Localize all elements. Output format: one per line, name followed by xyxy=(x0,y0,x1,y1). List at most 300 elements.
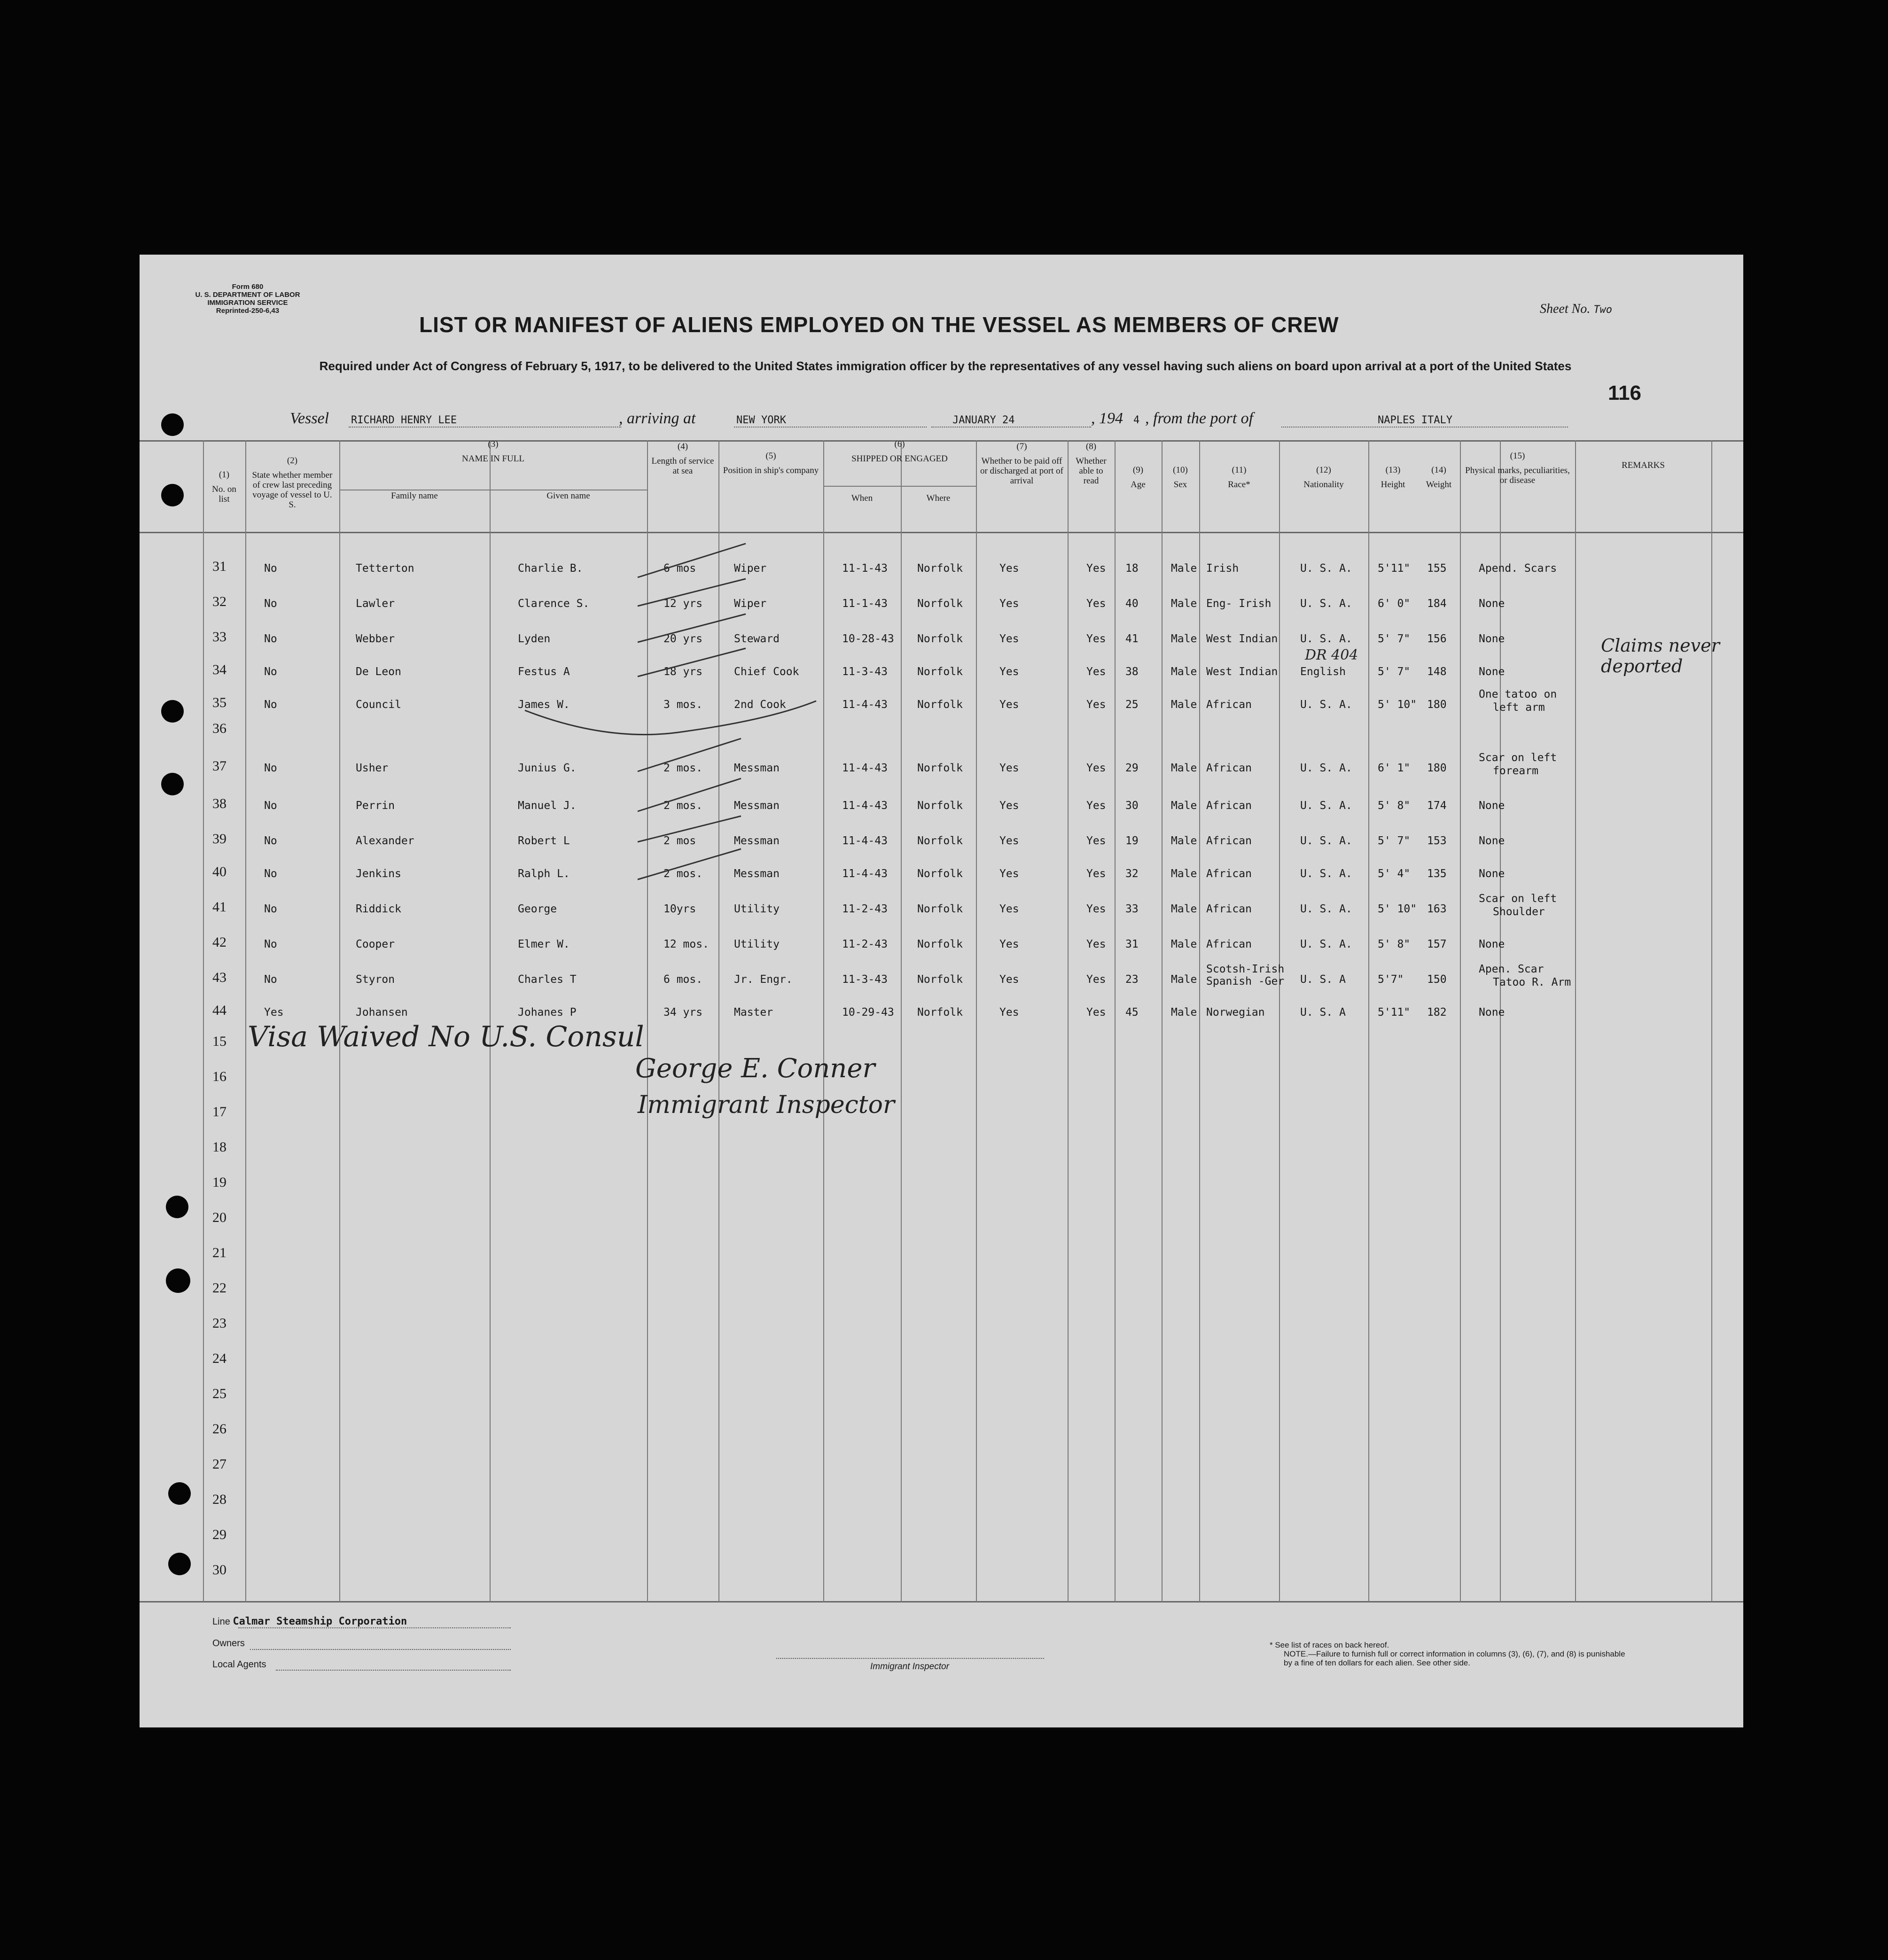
cell-nat: U. S. A. xyxy=(1300,562,1352,575)
cell-age: 33 xyxy=(1125,903,1139,915)
cell-read: Yes xyxy=(1086,762,1106,774)
cell-read: Yes xyxy=(1086,598,1106,610)
cell-paid: Yes xyxy=(999,598,1019,610)
empty-row-number: 19 xyxy=(212,1174,226,1190)
punch-hole xyxy=(161,773,184,795)
cell-prev: Yes xyxy=(264,1006,284,1019)
cell-where: Norfolk xyxy=(917,762,963,774)
cell-height: 5' 7" xyxy=(1378,835,1411,847)
cell-service: 18 yrs xyxy=(663,666,703,678)
empty-row-number: 15 xyxy=(212,1034,226,1049)
row-number: 39 xyxy=(212,831,226,847)
cell-race: West Indian xyxy=(1206,633,1278,645)
cell-family: Jenkins xyxy=(356,868,401,880)
cell-height: 6' 0" xyxy=(1378,598,1411,610)
cell-paid: Yes xyxy=(999,562,1019,575)
cell-marks: None xyxy=(1479,835,1505,847)
cell-age: 40 xyxy=(1125,598,1139,610)
cell-nat: U. S. A. xyxy=(1300,699,1352,711)
cell-weight: 135 xyxy=(1427,868,1447,880)
cell-age: 31 xyxy=(1125,938,1139,950)
punch-hole xyxy=(168,1553,191,1575)
cell-sex: Male xyxy=(1171,835,1197,847)
cell-given: Lyden xyxy=(518,633,551,645)
owners-underline xyxy=(250,1649,511,1650)
vessel-label: Vessel xyxy=(290,410,329,427)
cell-read: Yes xyxy=(1086,973,1106,986)
cell-position: Utility xyxy=(734,938,780,950)
column-label: Where xyxy=(926,493,951,503)
cell-age: 23 xyxy=(1125,973,1139,986)
cell-service: 6 mos. xyxy=(663,973,703,986)
column-label: Race* xyxy=(1228,480,1250,490)
cell-service: 20 yrs xyxy=(663,633,703,645)
column-label: Length of service at sea xyxy=(651,456,714,476)
cell-given: Ralph L. xyxy=(518,868,570,880)
cell-when: 11-3-43 xyxy=(842,973,888,986)
page-title: LIST OR MANIFEST OF ALIENS EMPLOYED ON THE VESSEL AS MEMBERS OF CREW xyxy=(419,312,1339,337)
cell-marks-continued: Shoulder xyxy=(1493,906,1545,918)
cell-age: 25 xyxy=(1125,699,1139,711)
cell-when: 11-4-43 xyxy=(842,868,888,880)
cell-age: 38 xyxy=(1125,666,1139,678)
cell-race: African xyxy=(1206,835,1252,847)
cell-prev: No xyxy=(264,938,277,950)
cell-weight: 184 xyxy=(1427,598,1447,610)
column-number: (3) xyxy=(488,439,499,449)
cell-race: Eng- Irish xyxy=(1206,598,1272,610)
punch-hole xyxy=(161,700,184,723)
cell-prev: No xyxy=(264,699,277,711)
cell-height: 5' 10" xyxy=(1378,903,1417,915)
cell-given: Elmer W. xyxy=(518,938,570,950)
cell-weight: 180 xyxy=(1427,762,1447,774)
cell-service: 10yrs xyxy=(663,903,696,915)
cell-family: Perrin xyxy=(356,800,395,812)
cell-nat: U. S. A. xyxy=(1300,835,1352,847)
empty-row-number: 23 xyxy=(212,1315,226,1331)
cell-weight: 148 xyxy=(1427,666,1447,678)
cell-read: Yes xyxy=(1086,562,1106,575)
cell-family: Tetterton xyxy=(356,562,414,575)
empty-row-number: 22 xyxy=(212,1280,226,1296)
cell-when: 11-4-43 xyxy=(842,762,888,774)
column-label: No. on list xyxy=(212,484,236,504)
cell-sex: Male xyxy=(1171,1006,1197,1019)
strike-34 xyxy=(638,648,746,677)
page-number: 116 xyxy=(1608,381,1641,404)
cell-read: Yes xyxy=(1086,666,1106,678)
cell-age: 45 xyxy=(1125,1006,1139,1019)
cell-race: Irish xyxy=(1206,562,1239,575)
column-label: REMARKS xyxy=(1622,460,1665,470)
sheet-label: Sheet No. xyxy=(1540,302,1591,316)
cell-position: Chief Cook xyxy=(734,666,799,678)
cell-prev: No xyxy=(264,633,277,645)
cell-service: 3 mos. xyxy=(663,699,703,711)
empty-row-number: 27 xyxy=(212,1456,226,1472)
cell-height: 5'11" xyxy=(1378,562,1411,575)
agents-underline xyxy=(276,1670,511,1671)
cell-where: Norfolk xyxy=(917,835,963,847)
column-number: (15) xyxy=(1510,451,1525,461)
cell-paid: Yes xyxy=(999,699,1019,711)
column-number: (13) xyxy=(1385,465,1401,475)
cell-service: 2 mos xyxy=(663,835,696,847)
column-label: Whether to be paid off or discharged at port of arrival xyxy=(980,456,1063,486)
line-label: Line xyxy=(212,1617,230,1627)
cell-marks: Scar on left xyxy=(1479,893,1557,905)
strike-35 xyxy=(525,701,816,735)
cell-family: Styron xyxy=(356,973,395,986)
cell-marks: Apend. Scars xyxy=(1479,562,1557,575)
cell-given: Clarence S. xyxy=(518,598,590,610)
cell-nat: U. S. A. xyxy=(1300,633,1352,645)
cell-age: 18 xyxy=(1125,562,1139,575)
strike-40 xyxy=(638,849,741,879)
cell-age: 41 xyxy=(1125,633,1139,645)
cell-position: Master xyxy=(734,1006,773,1019)
cell-read: Yes xyxy=(1086,835,1106,847)
cell-where: Norfolk xyxy=(917,562,963,575)
cell-weight: 153 xyxy=(1427,835,1447,847)
row-number: 31 xyxy=(212,559,226,574)
sheet-value: Two xyxy=(1593,304,1613,316)
cell-where: Norfolk xyxy=(917,1006,963,1019)
row-number: 36 xyxy=(212,721,226,736)
cell-service: 12 mos. xyxy=(663,938,709,950)
empty-row-number: 17 xyxy=(212,1104,226,1120)
cell-nat: U. S. A xyxy=(1300,973,1346,986)
cell-age: 30 xyxy=(1125,800,1139,812)
cell-paid: Yes xyxy=(999,835,1019,847)
department: U. S. DEPARTMENT OF LABOR xyxy=(195,291,300,299)
column-label: Whether able to read xyxy=(1076,456,1107,486)
cell-service: 2 mos. xyxy=(663,868,703,880)
cell-service: 2 mos. xyxy=(663,800,703,812)
column-number: (2) xyxy=(287,456,298,466)
cell-marks: None xyxy=(1479,598,1505,610)
cell-family: Riddick xyxy=(356,903,401,915)
column-label: State whether member of crew last preceding voyage of vessel to U. S. xyxy=(252,470,333,510)
cell-paid: Yes xyxy=(999,666,1019,678)
punch-hole xyxy=(168,1482,191,1505)
cell-weight: 180 xyxy=(1427,699,1447,711)
cell-sex: Male xyxy=(1171,973,1197,986)
line-value: Calmar Steamship Corporation xyxy=(233,1616,407,1627)
column-number: (5) xyxy=(765,451,776,461)
column-label: SHIPPED OR ENGAGED xyxy=(851,454,948,464)
cell-position: Jr. Engr. xyxy=(734,973,793,986)
cell-age: 19 xyxy=(1125,835,1139,847)
cell-nat: U. S. A. xyxy=(1300,762,1352,774)
strike-32 xyxy=(638,579,746,606)
races-note: * See list of races on back hereof. xyxy=(1270,1641,1389,1649)
cell-age: 29 xyxy=(1125,762,1139,774)
cell-race: African xyxy=(1206,762,1252,774)
cell-sex: Male xyxy=(1171,598,1197,610)
cell-service: 2 mos. xyxy=(663,762,703,774)
year-label: , 194 xyxy=(1091,410,1123,427)
row-number: 40 xyxy=(212,864,226,879)
column-label: Given name xyxy=(546,491,590,501)
year-digit: 4 xyxy=(1133,414,1140,426)
cell-given: George xyxy=(518,903,557,915)
cell-where: Norfolk xyxy=(917,868,963,880)
row-number: 38 xyxy=(212,796,226,811)
cell-read: Yes xyxy=(1086,868,1106,880)
cell-prev: No xyxy=(264,868,277,880)
column-label: Nationality xyxy=(1303,480,1344,490)
pen-marks xyxy=(140,255,1743,1727)
cell-family: Lawler xyxy=(356,598,395,610)
cell-read: Yes xyxy=(1086,699,1106,711)
cell-where: Norfolk xyxy=(917,666,963,678)
column-label: NAME IN FULL xyxy=(462,454,524,464)
cell-where: Norfolk xyxy=(917,633,963,645)
cell-race: African xyxy=(1206,699,1252,711)
cell-given: Manuel J. xyxy=(518,800,577,812)
cell-sex: Male xyxy=(1171,903,1197,915)
column-label: Family name xyxy=(391,491,438,501)
cell-position: Wiper xyxy=(734,562,767,575)
column-label: When xyxy=(851,493,873,503)
cell-marks: Scar on left xyxy=(1479,752,1557,764)
owners-label: Owners xyxy=(212,1638,245,1649)
cell-marks: None xyxy=(1479,1006,1505,1019)
cell-prev: No xyxy=(264,598,277,610)
visa-waived-handwriting: Visa Waived No U.S. Consul xyxy=(248,1020,644,1053)
column-number: (12) xyxy=(1316,465,1331,475)
cell-height: 5'7" xyxy=(1378,973,1404,986)
cell-height: 5' 7" xyxy=(1378,633,1411,645)
cell-marks: None xyxy=(1479,938,1505,950)
cell-marks: None xyxy=(1479,868,1505,880)
cell-where: Norfolk xyxy=(917,598,963,610)
empty-row-number: 30 xyxy=(212,1562,226,1578)
column-number: (7) xyxy=(1016,442,1027,451)
cell-marks-continued: forearm xyxy=(1493,765,1538,777)
inspector-label: Immigrant Inspector xyxy=(870,1662,949,1672)
cell-given: Charlie B. xyxy=(518,562,583,575)
cell-weight: 163 xyxy=(1427,903,1447,915)
arrival-date: JANUARY 24 xyxy=(952,414,1015,426)
cell-family: Johansen xyxy=(356,1006,408,1019)
service: IMMIGRATION SERVICE xyxy=(207,299,288,307)
from-label: , from the port of xyxy=(1145,410,1254,427)
cell-position: Messman xyxy=(734,800,780,812)
row-number: 32 xyxy=(212,594,226,609)
cell-sex: Male xyxy=(1171,938,1197,950)
cell-marks-continued: Tatoo R. Arm xyxy=(1493,976,1571,988)
cell-nat: U. S. A xyxy=(1300,1006,1346,1019)
cell-family: Webber xyxy=(356,633,395,645)
cell-paid: Yes xyxy=(999,800,1019,812)
empty-row-number: 20 xyxy=(212,1210,226,1225)
vessel-name: RICHARD HENRY LEE xyxy=(351,414,457,426)
cell-paid: Yes xyxy=(999,938,1019,950)
cell-family: Council xyxy=(356,699,401,711)
cell-service: 6 mos xyxy=(663,562,696,575)
cell-race: African xyxy=(1206,800,1252,812)
cell-position: 2nd Cook xyxy=(734,699,786,711)
cell-when: 10-29-43 xyxy=(842,1006,894,1019)
cell-read: Yes xyxy=(1086,1006,1106,1019)
cell-height: 5' 8" xyxy=(1378,938,1411,950)
cell-nat: U. S. A. xyxy=(1300,903,1352,915)
cell-prev: No xyxy=(264,973,277,986)
cell-height: 5' 8" xyxy=(1378,800,1411,812)
column-label: Height xyxy=(1381,480,1405,490)
cell-nat: U. S. A. xyxy=(1300,938,1352,950)
arriving-label: , arriving at xyxy=(619,410,696,427)
cell-marks: One tatoo on xyxy=(1479,688,1557,700)
cell-position: Messman xyxy=(734,835,780,847)
cell-nat: English xyxy=(1300,666,1346,678)
cell-prev: No xyxy=(264,835,277,847)
empty-row-number: 25 xyxy=(212,1386,226,1401)
column-number: (11) xyxy=(1232,465,1247,475)
column-number: (6) xyxy=(894,439,905,449)
cell-when: 11-2-43 xyxy=(842,938,888,950)
strike-37 xyxy=(638,739,741,771)
cell-height: 5' 10" xyxy=(1378,699,1417,711)
cell-sex: Male xyxy=(1171,868,1197,880)
column-number: (14) xyxy=(1431,465,1446,475)
cell-paid: Yes xyxy=(999,973,1019,986)
cell-marks: None xyxy=(1479,666,1505,678)
empty-row-number: 29 xyxy=(212,1527,226,1542)
cell-sex: Male xyxy=(1171,562,1197,575)
cell-race: Scotsh-Irish Spanish -Ger xyxy=(1206,963,1285,988)
row-number: 41 xyxy=(212,899,226,915)
strike-33 xyxy=(638,614,746,642)
column-number: (9) xyxy=(1132,465,1144,475)
column-label: Physical marks, peculiarities, or disease xyxy=(1465,466,1570,485)
row-number: 34 xyxy=(212,662,226,677)
cell-family: Usher xyxy=(356,762,389,774)
cell-prev: No xyxy=(264,666,277,678)
empty-row-number: 26 xyxy=(212,1421,226,1437)
cell-sex: Male xyxy=(1171,666,1197,678)
cell-weight: 155 xyxy=(1427,562,1447,575)
cell-service: 12 yrs xyxy=(663,598,703,610)
row-number: 35 xyxy=(212,695,226,710)
cell-paid: Yes xyxy=(999,633,1019,645)
column-label: Weight xyxy=(1426,480,1452,490)
cell-prev: No xyxy=(264,562,277,575)
reprint-code: Reprinted-250-6,43 xyxy=(216,307,280,315)
cell-where: Norfolk xyxy=(917,800,963,812)
column-number: (4) xyxy=(677,442,688,451)
column-label: Sex xyxy=(1173,480,1187,490)
nationality-handwritten-note: DR 404 xyxy=(1305,647,1358,663)
manifest-sheet xyxy=(140,255,1743,1727)
cell-where: Norfolk xyxy=(917,973,963,986)
cell-sex: Male xyxy=(1171,633,1197,645)
empty-row-number: 24 xyxy=(212,1351,226,1366)
cell-given: Robert L xyxy=(518,835,570,847)
cell-where: Norfolk xyxy=(917,938,963,950)
cell-read: Yes xyxy=(1086,633,1106,645)
cell-family: Alexander xyxy=(356,835,414,847)
inspector-title-handwriting: Immigrant Inspector xyxy=(638,1091,895,1119)
cell-when: 11-4-43 xyxy=(842,699,888,711)
line-field xyxy=(212,1616,407,1627)
cell-position: Utility xyxy=(734,903,780,915)
punch-hole xyxy=(166,1268,190,1293)
column-number: (8) xyxy=(1085,442,1097,451)
cell-race: African xyxy=(1206,938,1252,950)
row-number: 37 xyxy=(212,758,226,774)
punch-hole xyxy=(161,484,184,506)
cell-position: Wiper xyxy=(734,598,767,610)
cell-nat: U. S. A. xyxy=(1300,598,1352,610)
cell-family: De Leon xyxy=(356,666,401,678)
cell-marks-continued: left arm xyxy=(1493,701,1545,714)
cell-family: Cooper xyxy=(356,938,395,950)
cell-given: Johanes P xyxy=(518,1006,577,1019)
cell-sex: Male xyxy=(1171,699,1197,711)
column-label: Position in ship's company xyxy=(723,466,819,475)
inspector-signature: George E. Conner xyxy=(635,1053,875,1084)
row-number: 42 xyxy=(212,934,226,950)
cell-height: 5' 4" xyxy=(1378,868,1411,880)
cell-when: 11-4-43 xyxy=(842,800,888,812)
form-number: Form 680 xyxy=(232,283,264,291)
penalty-note: NOTE.—Failure to furnish full or correct information in columns (3), (6), (7), and (8) is punishable by a fine of ten dollars for each alien. See other side. xyxy=(1284,1649,1625,1667)
cell-height: 5'11" xyxy=(1378,1006,1411,1019)
cell-when: 11-2-43 xyxy=(842,903,888,915)
cell-prev: No xyxy=(264,800,277,812)
cell-given: Charles T xyxy=(518,973,577,986)
row-number: 43 xyxy=(212,970,226,985)
cell-service: 34 yrs xyxy=(663,1006,703,1019)
cell-when: 11-1-43 xyxy=(842,598,888,610)
page-subtitle: Required under Act of Congress of February 5, 1917, to be delivered to the United States immigration officer by the representatives of any vessel having such aliens on board upon arrival at a port of the United States xyxy=(319,359,1572,373)
cell-paid: Yes xyxy=(999,868,1019,880)
arrival-port: NEW YORK xyxy=(736,414,786,426)
cell-position: Messman xyxy=(734,868,780,880)
empty-row-number: 21 xyxy=(212,1245,226,1260)
cell-marks: None xyxy=(1479,800,1505,812)
cell-position: Steward xyxy=(734,633,780,645)
inspector-signature-line xyxy=(776,1658,1044,1659)
cell-position: Messman xyxy=(734,762,780,774)
footer-notes xyxy=(1270,1641,1631,1667)
column-label: Age xyxy=(1131,480,1146,490)
cell-race: African xyxy=(1206,868,1252,880)
cell-given: Festus A xyxy=(518,666,570,678)
cell-sex: Male xyxy=(1171,800,1197,812)
cell-where: Norfolk xyxy=(917,699,963,711)
cell-weight: 174 xyxy=(1427,800,1447,812)
cell-where: Norfolk xyxy=(917,903,963,915)
remarks-handwriting: Claims never deported xyxy=(1601,635,1720,677)
punch-hole xyxy=(166,1196,188,1218)
strike-39 xyxy=(638,816,741,842)
cell-marks: None xyxy=(1479,633,1505,645)
strike-38 xyxy=(638,778,741,811)
cell-given: James W. xyxy=(518,699,570,711)
cell-marks: Apen. Scar xyxy=(1479,963,1544,975)
column-number: (1) xyxy=(218,470,230,480)
row-number: 33 xyxy=(212,629,226,645)
empty-row-number: 28 xyxy=(212,1492,226,1507)
cell-race: West Indian xyxy=(1206,666,1278,678)
cell-when: 11-4-43 xyxy=(842,835,888,847)
cell-when: 11-3-43 xyxy=(842,666,888,678)
